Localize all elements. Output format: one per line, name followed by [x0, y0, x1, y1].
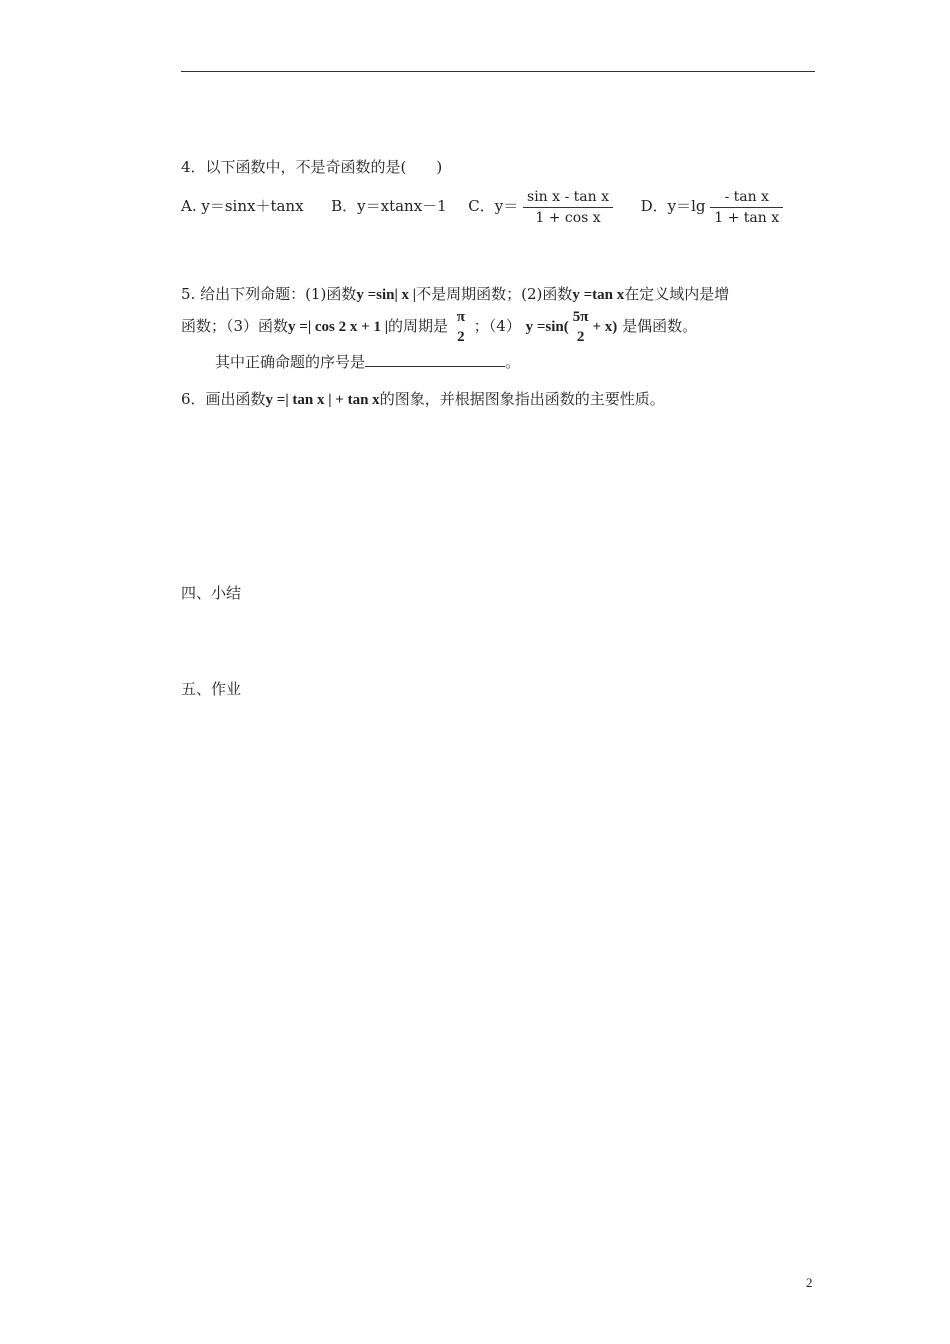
q4-option-b: B．y＝xtanx－1	[331, 197, 447, 215]
q5-formula-4a: y =sin(	[525, 319, 569, 335]
section-homework-heading: 五、作业	[181, 680, 242, 698]
q6-line	[181, 389, 665, 410]
q6-text-b: 的图象，并根据图象指出函数的主要性质。	[379, 390, 665, 408]
q4-option-c-denominator: 1 + cos x	[523, 207, 613, 226]
q4-option-d-fraction	[710, 189, 783, 226]
q4-stem: 4．以下函数中，不是奇函数的是( )	[181, 158, 443, 176]
q5-line2-text-c: ；（4）	[473, 317, 521, 335]
q4-option-a: A. y＝sinx＋tanx	[181, 197, 304, 215]
q5-formula-2: y =tan x	[572, 287, 625, 303]
q5-line2-text-a: 函数；（3）函数	[181, 317, 289, 335]
q4-option-d-numerator: - tan x	[724, 188, 769, 205]
q5-line2	[181, 306, 697, 346]
q5-pi-numerator: π	[456, 309, 466, 325]
q5-answer-blank[interactable]	[365, 352, 505, 367]
q5-line3-end: 。	[505, 353, 521, 371]
q5-formula-3: y =| cos 2 x + 1 |	[288, 319, 388, 335]
q5-formula-1: y =sin| x |	[356, 287, 417, 303]
q5-5pi-numerator: 5π	[572, 309, 589, 325]
q5-line2-text-b: 的周期是	[388, 317, 449, 335]
q5-line3	[215, 352, 520, 372]
q5-pi-denominator: 2	[457, 329, 465, 345]
q4-option-d-denominator: 1 + tan x	[710, 207, 783, 226]
q4-option-c-label: C．y＝	[468, 197, 519, 215]
q6-formula: y =| tan x | + tan x	[265, 392, 380, 408]
q4-option-d-label: D．y＝lg	[640, 197, 706, 215]
q4-option-c-numerator: sin x - tan x	[527, 188, 610, 205]
q5-formula-4b: + x)	[592, 319, 618, 335]
q5-line1-text-a: 5. 给出下列命题：(1)函数	[181, 285, 357, 303]
q5-line3-text: 其中正确命题的序号是	[215, 353, 366, 371]
section-summary-heading: 四、小结	[181, 584, 242, 602]
q5-line1	[181, 284, 729, 305]
q5-line1-text-b: 不是周期函数；(2)函数	[416, 285, 573, 303]
header-rule	[181, 71, 815, 72]
q5-5pi-over-2	[569, 309, 593, 345]
q5-5pi-denominator: 2	[576, 329, 585, 345]
q5-line2-text-d: 是偶函数。	[622, 317, 698, 335]
q6-text-a: 6．画出函数	[181, 390, 266, 408]
q5-line1-text-c: 在定义域内是增	[624, 285, 730, 303]
q4-options	[181, 186, 783, 226]
q5-pi-over-2	[453, 309, 469, 345]
page-number: 2	[806, 1275, 813, 1290]
q4-option-c-fraction	[523, 189, 613, 226]
